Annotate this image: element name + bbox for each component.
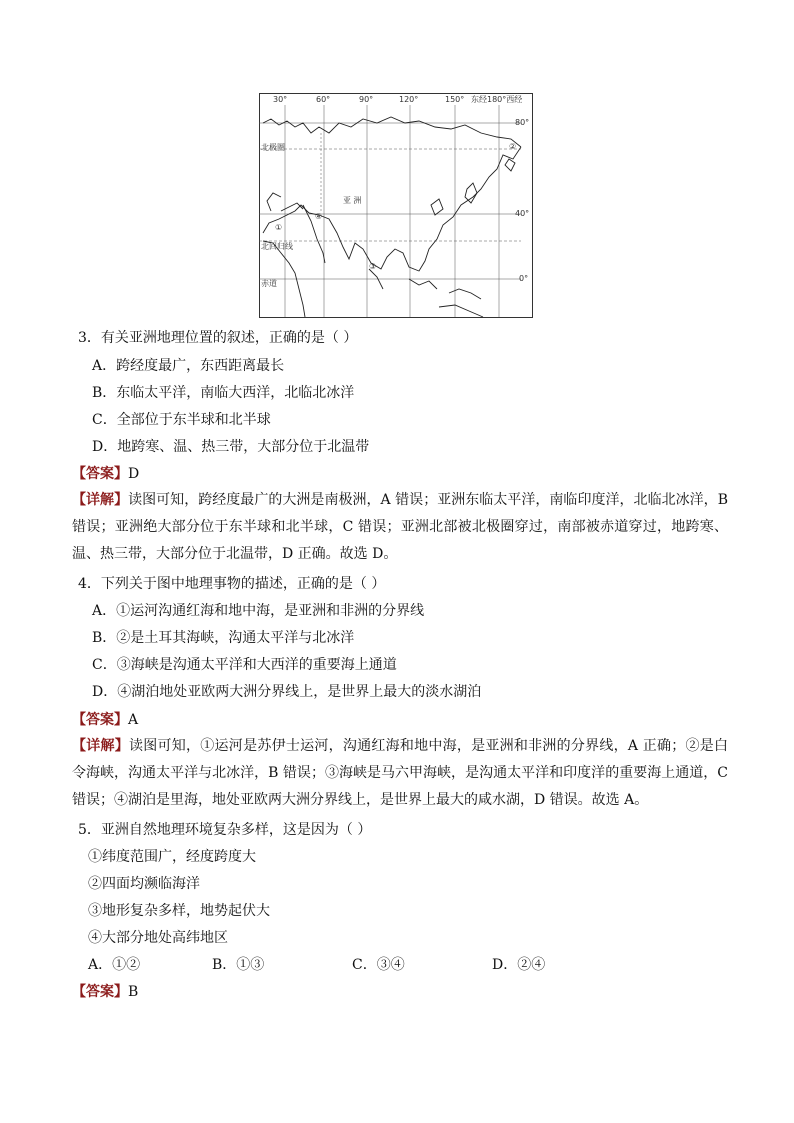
q3-answer-value: D [128, 466, 140, 482]
map-label-40n: 40° [515, 209, 530, 218]
map-label-30: 30° [273, 95, 288, 104]
q5-answer [72, 982, 754, 1002]
q5-item-3: ③地形复杂多样，地势起伏大 [88, 903, 270, 919]
q4-answer [72, 710, 754, 730]
q4-option-d: D．④湖泊地处亚欧两大洲分界线上，是世界上最大的淡水湖泊 [92, 684, 482, 700]
q3-detail-text: 读图可知，跨经度最广的大洲是南极洲，A 错误；亚洲东临太平洋，南临印度洋，北临北冰洋，B 错误；亚洲绝大部分位于东半球和北半球，C 错误；亚洲北部被北极圈穿过，南部被赤道穿过，地跨寒、温、热三带，大部分位于北温带，D 正确。故选 D。 [72, 492, 728, 562]
map-label-arctic-circle: 北极圈 [261, 143, 285, 152]
q4-option-a: A．①运河沟通红海和地中海，是亚洲和非洲的分界线 [92, 603, 425, 619]
map-label-0: 0° [519, 274, 529, 283]
asia-map-svg [259, 93, 533, 318]
q4-detail-text: 读图可知，①运河是苏伊士运河，沟通红海和地中海，是亚洲和非洲的分界线，A 正确；②是白令海峡，沟通太平洋与北冰洋，B 错误；③海峡是马六甲海峡，是沟通太平洋和印度洋的重要海上通道，C 错误；④湖泊是里海，地处亚欧两大洲分界线上，是世界上最大的咸水湖，D 错误。故选 A。 [72, 738, 729, 808]
q3-answer [72, 464, 754, 484]
q4-detail [72, 733, 728, 814]
q3-stem: 3．有关亚洲地理位置的叙述，正确的是（ ） [78, 330, 358, 346]
map-marker-4: ④ [315, 212, 323, 221]
q5-item-2: ②四面均濒临海洋 [88, 876, 200, 892]
q5-option-b: B．①③ [212, 957, 265, 973]
map-label-60: 60° [316, 95, 331, 104]
map-label-80n: 80° [515, 118, 530, 127]
map-label-equator: 赤道 [261, 279, 277, 288]
q3-option-c: C．全部位于东半球和北半球 [92, 412, 271, 428]
asia-map-figure [259, 93, 533, 318]
q3-option-d: D．地跨寒、温、热三带，大部分位于北温带 [92, 439, 370, 455]
q5-option-d: D．②④ [492, 957, 546, 973]
q3-option-a: A．跨经度最广，东西距离最长 [92, 358, 285, 374]
q5-answer-value: B [128, 984, 139, 1000]
map-label-120: 120° [399, 95, 419, 104]
q3-answer-label: 【答案】 [72, 466, 128, 482]
q3-option-b: B．东临太平洋，南临大西洋，北临北冰洋 [92, 385, 355, 401]
q3-detail [72, 487, 728, 568]
q5-option-c: C．③④ [352, 957, 405, 973]
map-label-continent: 亚 洲 [343, 196, 362, 205]
map-marker-2: ② [509, 142, 517, 151]
map-label-90: 90° [359, 95, 374, 104]
q3-detail-label: 【详解】 [72, 492, 129, 508]
q5-item-1: ①纬度范围广，经度跨度大 [88, 849, 256, 865]
q4-answer-label: 【答案】 [72, 712, 128, 728]
map-marker-1: ① [275, 223, 283, 232]
map-label-150: 150° [445, 95, 465, 104]
q4-stem: 4．下列关于图中地理事物的描述，正确的是（ ） [78, 576, 386, 592]
q5-option-a: A．①② [88, 957, 141, 973]
q4-option-b: B．②是土耳其海峡，沟通太平洋与北冰洋 [92, 630, 355, 646]
q5-item-4: ④大部分地处高纬地区 [88, 930, 228, 946]
q4-detail-label: 【详解】 [72, 738, 130, 754]
q4-option-c: C．③海峡是沟通太平洋和大西洋的重要海上通道 [92, 657, 397, 673]
map-marker-3: ③ [369, 262, 377, 271]
q5-answer-label: 【答案】 [72, 984, 128, 1000]
q5-stem: 5．亚洲自然地理环境复杂多样，这是因为（ ） [78, 822, 372, 838]
map-label-180: 东经180°西经 [471, 95, 523, 104]
q4-answer-value: A [128, 712, 139, 728]
map-label-tropic: 北回归线 [261, 242, 293, 251]
